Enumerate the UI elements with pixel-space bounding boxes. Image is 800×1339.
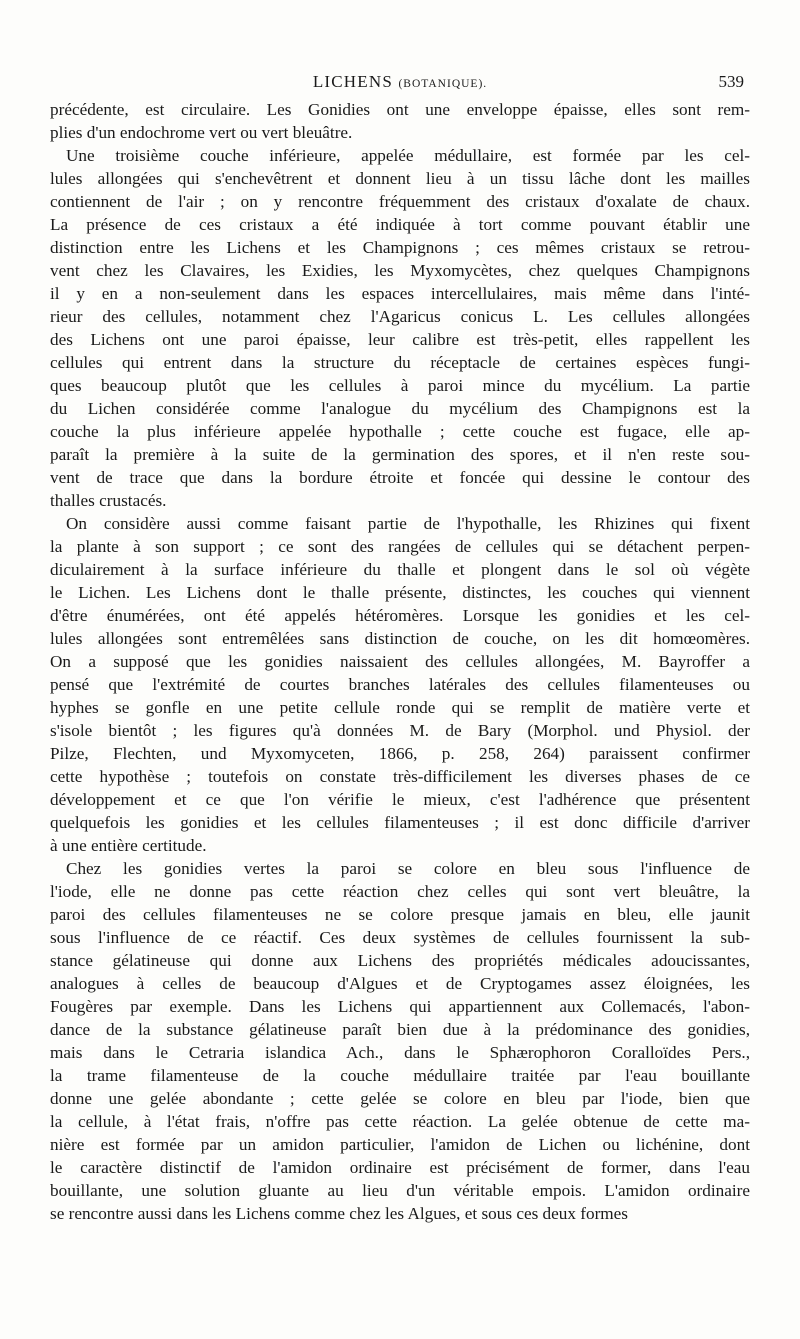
text-line: le caractère distinctif de l'amidon ordinaire est précisément de former, dans l'eau xyxy=(50,1158,750,1177)
text-line: pensé que l'extrémité de courtes branches latérales des cellules filamenteuses ou xyxy=(50,675,750,694)
text-line: bouillante, une solution gluante au lieu d'un véritable empois. L'amidon ordinaire xyxy=(50,1181,750,1200)
text-line: cellules qui entrent dans la structure du réceptacle de certaines espèces fungi- xyxy=(50,353,750,372)
page-number: 539 xyxy=(718,72,744,91)
text-line: Une troisième couche inférieure, appelée médullaire, est formée par les cel- xyxy=(66,146,750,165)
paragraph xyxy=(50,98,750,144)
text-line: Pilze, Flechten, und Myxomyceten, 1866, p. 258, 264) paraissent confirmer xyxy=(50,744,750,763)
text-line: On a supposé que les gonidies naissaient des cellules allongées, M. Bayroffer a xyxy=(50,652,750,671)
text-line: la plante à son support ; ce sont des rangées de cellules qui se détachent perpen- xyxy=(50,537,750,556)
text-line: du Lichen considérée comme l'analogue du mycélium des Champignons est la xyxy=(50,399,750,418)
paragraph xyxy=(50,857,750,1225)
text-line: paroi des cellules filamenteuses ne se colore presque jamais en bleu, elle jaunit xyxy=(50,905,750,924)
text-line: sous l'influence de ce réactif. Ces deux systèmes de cellules fournissent la sub- xyxy=(50,928,750,947)
text-line: distinction entre les Lichens et les Champignons ; ces mêmes cristaux se retrou- xyxy=(50,238,750,257)
text-line: hyphes se gonfle en une petite cellule ronde qui se remplit de matière verte et xyxy=(50,698,750,717)
text-line: analogues à celles de beaucoup d'Algues et de Cryptogames assez éloignées, les xyxy=(50,974,750,993)
running-header xyxy=(50,72,750,96)
text-line: donne une gelée abondante ; cette gelée se colore en bleu par l'iode, bien que xyxy=(50,1089,750,1108)
text-line: développement et ce que l'on vérifie le mieux, c'est l'adhérence que présentent xyxy=(50,790,750,809)
text-line: précédente, est circulaire. Les Gonidies ont une enveloppe épaisse, elles sont rem- xyxy=(50,100,750,119)
text-line: quelquefois les gonidies et les cellules filamenteuses ; il est donc difficile d'arriver xyxy=(50,813,750,832)
text-line: diculairement à la surface inférieure du thalle et plongent dans le sol où végète xyxy=(50,560,750,579)
running-title-main: LICHENS xyxy=(312,72,394,91)
text-line: se rencontre aussi dans les Lichens comme chez les Algues, et sous ces deux formes xyxy=(50,1204,628,1223)
text-line: ques beaucoup plutôt que les cellules à paroi mince du mycélium. La partie xyxy=(50,376,750,395)
text-line: l'iode, elle ne donne pas cette réaction chez celles qui sont vert bleuâtre, la xyxy=(50,882,750,901)
text-line: lules allongées sont entremêlées sans distinction de couche, on les dit homœomères. xyxy=(50,629,750,648)
text-line: vent chez les Clavaires, les Exidies, les Myxomycètes, chez quelques Champignons xyxy=(50,261,750,280)
text-line: le Lichen. Les Lichens dont le thalle présente, distinctes, les couches qui viennent xyxy=(50,583,750,602)
text-line: dance de la substance gélatineuse paraît bien due à la prédominance des gonidies, xyxy=(50,1020,750,1039)
text-line: à une entière certitude. xyxy=(50,836,207,855)
text-line: lules allongées qui s'enchevêtrent et donnent lieu à un tissu lâche dont les mailles xyxy=(50,169,750,188)
page-body xyxy=(50,98,750,1225)
text-line: paraît la première à la suite de la germination des spores, et il n'en reste sou- xyxy=(50,445,750,464)
text-line: rieur des cellules, notamment chez l'Agaricus conicus L. Les cellules allongées xyxy=(50,307,750,326)
text-line: stance gélatineuse qui donne aux Lichens des propriétés médicales adoucissantes, xyxy=(50,951,750,970)
text-line: s'isole bientôt ; les figures qu'à données M. de Bary (Morphol. und Physiol. der xyxy=(50,721,750,740)
text-line: On considère aussi comme faisant partie de l'hypothalle, les Rhizines qui fixent xyxy=(66,514,750,533)
text-line: La présence de ces cristaux a été indiquée à tort comme pouvant établir une xyxy=(50,215,750,234)
text-line: Chez les gonidies vertes la paroi se colore en bleu sous l'influence de xyxy=(66,859,750,878)
text-line: nière est formée par un amidon particulier, l'amidon de Lichen ou lichénine, dont xyxy=(50,1135,750,1154)
text-line: thalles crustacés. xyxy=(50,491,167,510)
running-title-sub: (BOTANIQUE). xyxy=(398,78,488,90)
text-line: Fougères par exemple. Dans les Lichens qui appartiennent aux Collemacés, l'abon- xyxy=(50,997,750,1016)
text-line: vent de trace que dans la bordure étroite et foncée qui dessine le contour des xyxy=(50,468,750,487)
paragraph xyxy=(50,144,750,512)
text-line: la trame filamenteuse de la couche médullaire traitée par l'eau bouillante xyxy=(50,1066,750,1085)
text-line: contiennent de l'air ; on y rencontre fréquemment des cristaux d'oxalate de chaux. xyxy=(50,192,750,211)
text-line: des Lichens ont une paroi épaisse, leur calibre est très-petit, elles rappellent les xyxy=(50,330,750,349)
paragraph xyxy=(50,512,750,857)
running-title xyxy=(50,72,750,92)
text-line: la cellule, à l'état frais, n'offre pas cette réaction. La gelée obtenue de cette ma- xyxy=(50,1112,750,1131)
text-line: d'être énumérées, ont été appelés hétéromères. Lorsque les gonidies et les cel- xyxy=(50,606,750,625)
text-line: mais dans le Cetraria islandica Ach., dans le Sphærophoron Coralloïdes Pers., xyxy=(50,1043,750,1062)
text-line: couche la plus inférieure appelée hypothalle ; cette couche est fugace, elle ap- xyxy=(50,422,750,441)
text-line: plies d'un endochrome vert ou vert bleuâtre. xyxy=(50,123,353,142)
text-line: il y en a non-seulement dans les espaces intercellulaires, mais même dans l'inté- xyxy=(50,284,750,303)
text-line: cette hypothèse ; toutefois on constate très-difficilement les diverses phases de ce xyxy=(50,767,750,786)
